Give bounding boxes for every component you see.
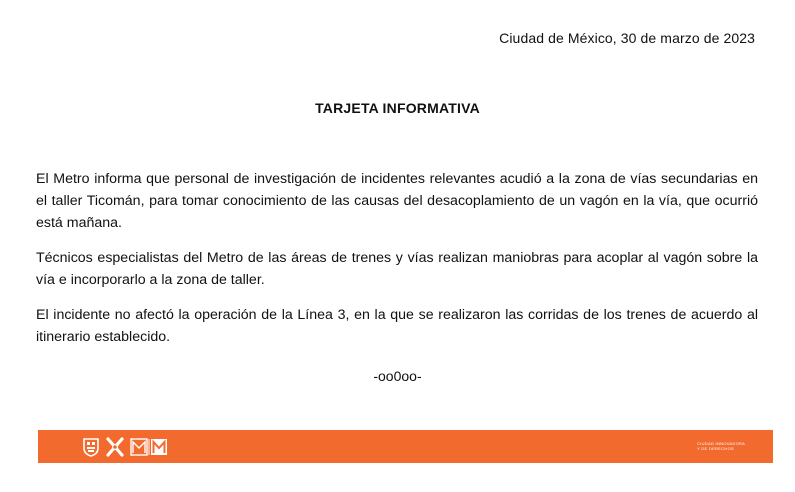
footer-tagline-line1: CIUDAD INNOVADORA — [697, 441, 746, 446]
cdmx-shield-logo — [82, 437, 100, 457]
metro-m-logo — [130, 437, 168, 457]
paragraph-2: Técnicos especialistas del Metro de las áreas de trenes y vías realizan maniobras para acoplar al vagón sobre la vía e incorporarlo a la zona de taller. — [36, 250, 758, 288]
paragraph-3: El incidente no afectó la operación de la Línea 3, en la que se realizaron las corridas de los trenes de acuerdo al itinerario establecido. — [36, 307, 758, 345]
paragraph-1: El Metro informa que personal de investigación de incidentes relevantes acudió a la zona de vías secundarias en el taller Ticomán, para tomar conocimiento de las causas del desacoplamiento de un vagón en la vía, que ocurrió está mañana. — [36, 171, 758, 231]
footer-tagline-line2: Y DE DERECHOS — [697, 446, 734, 451]
closing-mark: -oo0oo- — [373, 368, 422, 384]
document-body — [36, 168, 758, 361]
footer-tagline — [697, 441, 767, 451]
footer-band — [38, 430, 773, 463]
footer-logos — [82, 437, 168, 457]
cdmx-cross-logo — [104, 437, 126, 457]
document-title: TARJETA INFORMATIVA — [315, 100, 480, 116]
document-date: Ciudad de México, 30 de marzo de 2023 — [499, 30, 755, 46]
